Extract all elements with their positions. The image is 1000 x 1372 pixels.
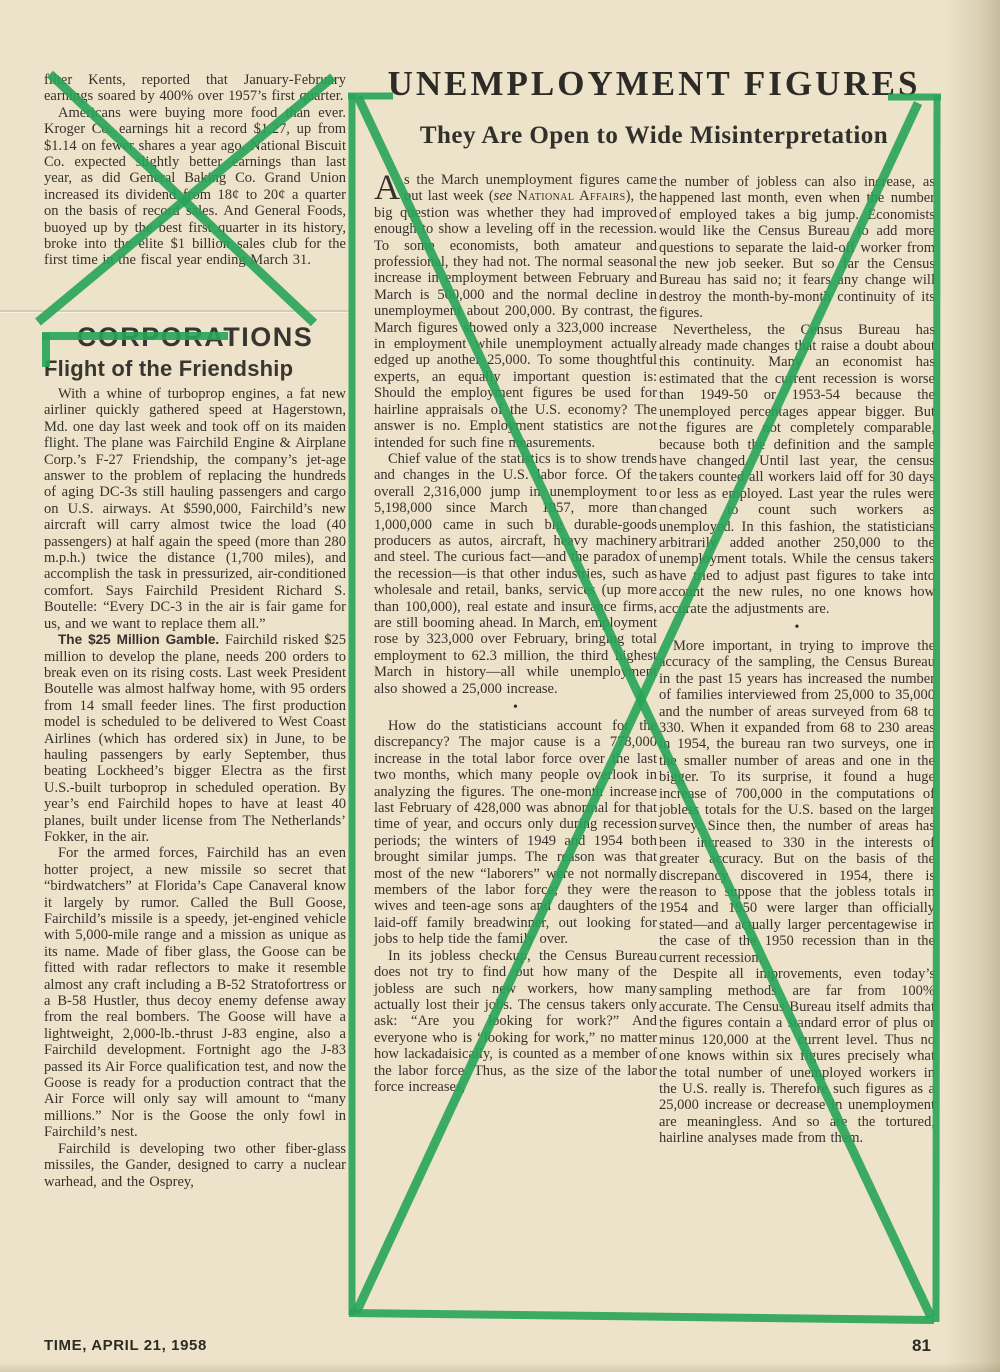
drop-cap: A — [374, 167, 400, 207]
paragraph: filter Kents, reported that January-February earnings soared by 400% over 1957’s first quarter. — [44, 72, 346, 105]
article-column-2 — [659, 174, 935, 1147]
frame-bottom-edge — [349, 1313, 934, 1320]
paragraph-text: ), the big question was whether they had improved enough to show a leveling off in the recession. To some economists, both amateur and professional, they had not. The normal seasonal increase in employment between February and March is 500,000 and the normal decline in unemployment about 200,000. By contrast, the March figures showed only a 323,000 increase in employment while unemployment actually edged up another 25,000. To some thoughtful experts, an equally important question is: Should the employment figures be used for hairline appraisals of the U.S. economy? The answer is no. Employment statistics are not intended for such fine measurements. — [374, 188, 657, 451]
paragraph: Chief value of the statistics is to show trends and changes in the U.S. labor force. Of the overall 2,316,000 jump in unemployment to 5,198,000 since March 1957, more than 1,000,000 came in such big durable-goods producers as autos, aircraft, heavy machinery and steel. The curious fact—and the paradox of the recession—is that other industries, such as wholesale and retail, banks, services (up more than 100,000), real estate and insurance firms, are still booming ahead. In March, employment rose by 323,000 over February, bringing total employment to 62.3 million, the third highest March in history—all while unemployment also showed a 25,000 increase. — [374, 450, 657, 697]
article-subhead: They Are Open to Wide Misinterpretation — [419, 122, 889, 149]
paragraph: More important, in trying to improve the accuracy of the sampling, the Census Bureau in the past 15 years has increased the number of families interviewed from 25,000 to 35,000 and the number of areas surveyed from 68 to 330. When it expanded from 68 to 230 areas in 1954, the bureau ran two surveys, one in the smaller number of areas and one in the bigger. To its surprise, it found a huge increase of 700,000 in the computations of jobless totals for the U.S. based on the larger survey. Since then, the number of areas has been increased to 330 in the interests of greater accuracy. But on the basis of the discrepancy discovered in 1954, there is reason to suppose that the jobless totals in 1954 and 1950 were larger than officially stated—and actually larger percentagewise in the case of the 1950 recession than in the current recession. — [659, 637, 935, 966]
scan-edge-shadow-right — [945, 0, 1000, 1372]
bold-lead-in: The $25 Million Gamble. — [58, 632, 220, 648]
paragraph: With a whine of turboprop engines, a fat new airliner quickly gathered speed at Hagerstown, Md. one day last week and took off on its maiden flight. The plane was Fairchild Engine & Airplane Corp.’s F-27 Friendship, the company’s jet-age answer to the problem of replacing the hundreds of aging DC-3s still hauling passengers and cargo on U.S. airways. At $590,000, Fairchild’s new aircraft will carry almost twice the load (40 passengers) at half again the speed (more than 280 m.p.h.) twice the distance (1,700 miles), and accomplish the task in pressurized, air-conditioned comfort. Says Fairchild President Richard S. Boutelle: “Every DC-3 in the air is fair game for us, and we want to replace them all.” — [44, 386, 346, 632]
section-heading-corporations: CORPORATIONS — [76, 322, 314, 352]
paragraph: Despite all improvements, even today’s sampling methods are far from 100% accurate. The Census Bureau itself admits that the figures contain a standard error of plus or minus 120,000 at the current level. Thus no one knows within six figures precisely what the total number of unemployed workers in the U.S. really is. Therefore such figures as a 25,000 increase or decrease in unemployment are meaningless. And so are the tortured, hairline analyses made from them. — [659, 966, 935, 1147]
article-headline: UNEMPLOYMENT FIGURES — [387, 64, 921, 103]
story-title: Flight of the Friendship — [44, 356, 294, 381]
paragraph-text: s the March unemployment figures came out last week ( — [404, 172, 657, 205]
paragraph-text: Fairchild risked $25 million to develop the plane, needs 200 orders to break even on its rising costs. Last week President Boutelle was almost halfway home, with 95 orders from 14 small feeder lines. The first production model is scheduled to be delivered to West Coast Airlines (which has ordered six) in June, to be hauling passengers by early September, thus beating Lockheed’s bigger Electra as the first U.S.-built turboprop in scheduled operation. By year’s end Fairchild hopes to have at least 40 planes, built under license from The Netherlands’ Fokker, in the air. — [44, 632, 346, 845]
paragraph — [44, 632, 346, 845]
frame-right-edge — [936, 95, 937, 1322]
paragraph: In its jobless checkup, the Census Bureau does not try to find out how many of the jobless are such new workers, how many actually lost their jobs. The census takers only ask: “Are you looking for work?” And everyone who is “looking for work,” no matter how lackadaisically, is counted as a member of the labor force. Thus, as the size of the labor force increases, — [374, 947, 657, 1095]
scan-edge-shadow-bottom — [0, 1362, 1000, 1372]
page-number: 81 — [912, 1336, 931, 1355]
paragraph: For the armed forces, Fairchild has an even hotter project, a new missile so secret that “birdwatchers” at Florida’s Cape Canaveral know it largely by rumor. Called the Bull Goose, Fairchild’s missile is a speedy, jet-engined vehicle with 5,000-mile range and a mission as unique as its name. Made of fiber glass, the Goose can be fitted with radar reflectors to make it resemble almost any craft including a B-52 Stratofortress or a B-58 Hustler, thus decoy enemy defense away from the real bombers. The Goose will have a lightweight, 2,000-lb.-thrust J-83 engine, also a Fairchild development. Fortnight ago the J-83 passed its Air Force qualification test, and now the Goose is ready for a production contract that the Air Force will only say will amount to “many millions.” Nor is the Goose the only fowl in Fairchild’s nest. — [44, 845, 346, 1141]
page-crease — [0, 310, 352, 312]
paragraph: the number of jobless can also increase, as happened last month, even when the number of employed takes a big jump. Economists would like the Census Bureau to add more questions to separate the laid-off worker from the new job seeker. But so far the Census Bureau has said no; it fears any change will destroy the month-by-month continuity of its figures. — [659, 174, 935, 322]
paragraph: How do the statisticians account for the discrepancy? The major cause is a 778,000 increase in the total labor force over the last two months, which many people overlook in analyzing the figures. The one-month increase last February of 428,000 was abnormal for that time of year, and occurs only during recession periods; the winters of 1949 and 1954 both brought similar jumps. The reason was that most of the new “laborers” were not normally members of the labor force; they were the wives and teen-age sons and daughters of the laid-off family breadwinner, out looking for jobs to help tide the family over. — [374, 718, 657, 948]
bullet-separator: • — [513, 700, 518, 715]
bullet-separator: • — [794, 619, 800, 635]
paragraph: Fairchild is developing two other fiber-glass missiles, the Gander, designed to carry a nuclear warhead, and the Osprey, — [44, 1140, 346, 1190]
left-column-body — [44, 386, 346, 1190]
left-column-continuation — [44, 72, 346, 269]
paragraph — [374, 167, 657, 451]
paragraph: Americans were buying more food than ever. Kroger Co. earnings hit a record $1.27, up from $1.14 on fewer shares a year ago. National Biscuit Co. expected slightly better earnings than last year, as did General Baking Co. Grand Union increased its dividend from 18¢ to 20¢ a quarter on the basis of record sales. And General Foods, buoyed up by the best first quarter in its history, broke into the elite $1 billion sales club for the first time in the fiscal year ending March 31. — [44, 104, 346, 269]
footer-magazine-date: TIME, APRIL 21, 1958 — [44, 1337, 207, 1354]
article-column-1 — [374, 167, 657, 1095]
small-caps-reference: National Affairs — [517, 188, 626, 205]
paragraph: Nevertheless, the Census Bureau has already made changes that raise a doubt about this continuity. Many an economist has estimated that the current recession is worse than 1949-50 or 1953-54 because the unemployed percentages appear bigger. But the figures are not completely comparable, because both the definition and the sample have changed. Until last year, the census takers counted all workers laid off for 30 days or less as employed. Last year the rules were changed to count such workers as unemployed. In this fashion, the statisticians arbitrarily added another 250,000 to the unemployment totals. While the census takers have tried to adjust past figures to take into account the new rules, no one knows how accurate the adjustments are. — [659, 321, 935, 617]
see-reference: see — [493, 188, 518, 205]
